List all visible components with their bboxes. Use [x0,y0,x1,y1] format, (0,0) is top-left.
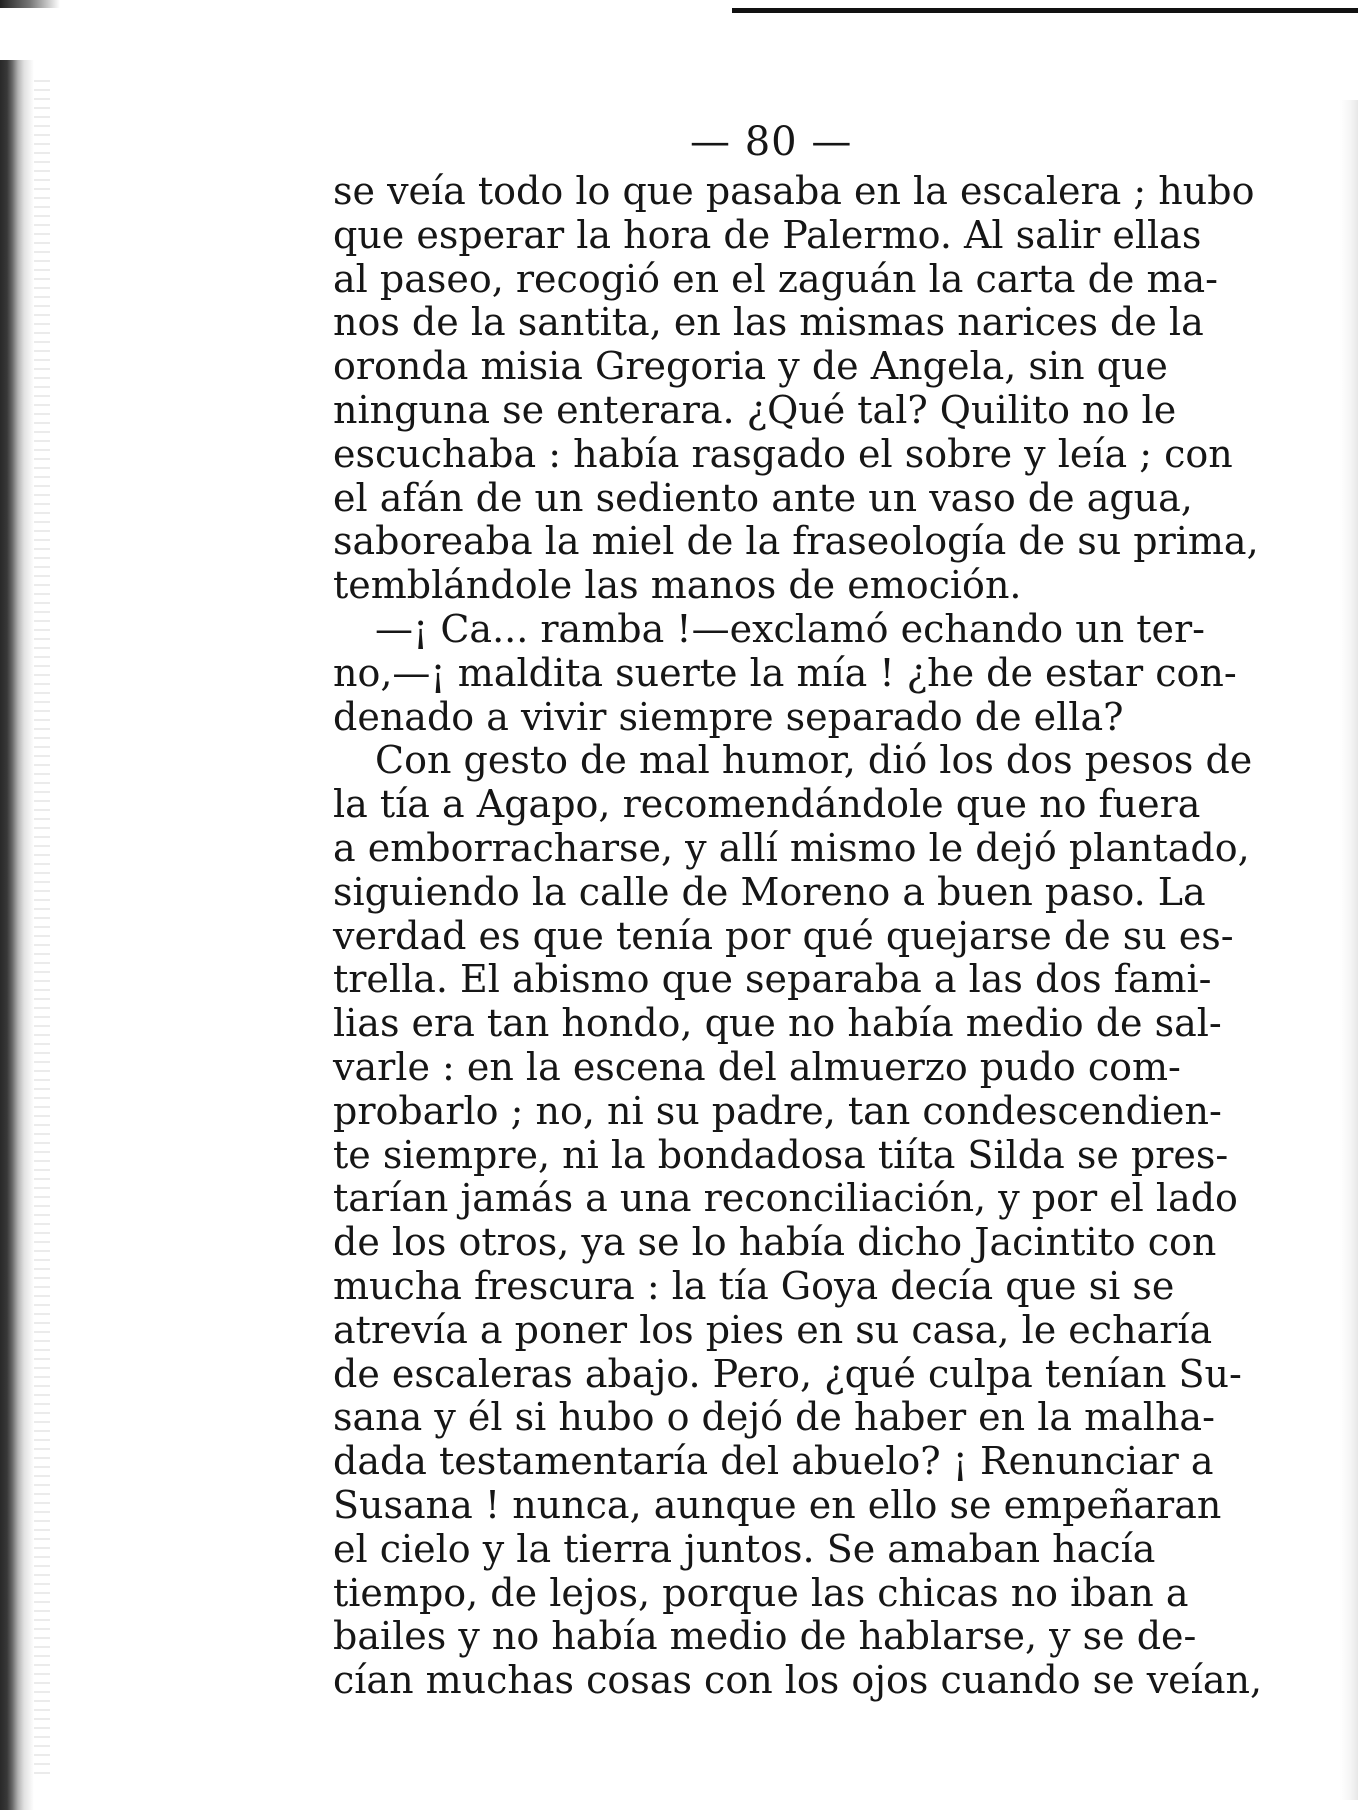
text-line: sana y él si hubo o dejó de haber en la malha- [333,1395,1215,1440]
text-line: a emborracharse, y allí mismo le dejó plantado, [333,825,1250,870]
text-line: oronda misia Gregoria y de Angela, sin que [333,344,1168,389]
text-line: al paseo, recogió en el zaguán la carta de ma- [333,256,1219,301]
scan-top-rule [732,8,1358,13]
text-line: se veía todo lo que pasaba en la escalera ; hubo [333,169,1255,213]
text-line: el afán de un sediento ante un vaso de agua, [333,475,1193,520]
text-line: que esperar la hora de Palermo. Al salir ellas [333,212,1202,257]
text-line: escuchaba : había rasgado el sobre y leía ; con [333,431,1233,476]
text-line: lias era tan hondo, que no había medio de sal- [333,1001,1222,1046]
text-line: nos de la santita, en las mismas narices de la [333,300,1204,345]
scan-left-edge [0,60,34,1810]
text-line: saboreaba la miel de la fraseología de su prima, [333,519,1259,564]
text-line-paragraph-start: —¡ Ca... ramba !—exclamó echando un ter- [375,606,1206,651]
text-line: siguiendo la calle de Moreno a buen paso. La [333,869,1206,914]
text-line: la tía a Agapo, recomendándole que no fuera [333,782,1201,827]
text-line: bailes y no había medio de hablarse, y se de- [333,1614,1197,1659]
text-line: tiempo, de lejos, porque las chicas no iban a [333,1570,1189,1615]
text-line: trella. El abismo que separaba a las dos fami- [333,957,1212,1002]
text-line: mucha frescura : la tía Goya decía que si se [333,1263,1175,1308]
text-line: no,—¡ maldita suerte la mía ! ¿he de estar con- [333,650,1237,695]
text-line: ninguna se enterara. ¿Qué tal? Quilito no le [333,387,1177,432]
page-body-text [333,169,1263,1703]
text-line: denado a vivir siempre separado de ella? [333,694,1124,739]
text-line: de los otros, ya se lo había dicho Jacintito con [333,1220,1217,1265]
text-line: dada testamentaría del abuelo? ¡ Renunciar a [333,1439,1214,1484]
text-line-paragraph-start: Con gesto de mal humor, dió los dos pesos de [375,738,1253,783]
text-line: tarían jamás a una reconciliación, y por el lado [333,1176,1238,1221]
text-line: varle : en la escena del almuerzo pudo com- [333,1044,1181,1089]
page-number-header: — 80 — [690,119,853,165]
scan-left-edge-noise [34,80,50,1780]
text-line: de escaleras abajo. Pero, ¿qué culpa tenían Su- [333,1351,1242,1396]
text-line: temblándole las manos de emoción. [333,563,1022,608]
text-line: atrevía a poner los pies en su casa, le echaría [333,1307,1213,1352]
text-line: Susana ! nunca, aunque en ello se empeñaran [333,1482,1222,1527]
text-line: te siempre, ni la bondadosa tiíta Silda se pres- [333,1132,1229,1177]
text-line: probarlo ; no, ni su padre, tan condescendien- [333,1088,1222,1133]
text-line: verdad es que tenía por qué quejarse de su es- [333,913,1234,958]
scan-right-edge [1340,100,1358,1800]
text-line: el cielo y la tierra juntos. Se amaban hacía [333,1526,1156,1571]
scan-corner-mark [0,0,60,8]
text-line: cían muchas cosas con los ojos cuando se veían, [333,1658,1263,1703]
